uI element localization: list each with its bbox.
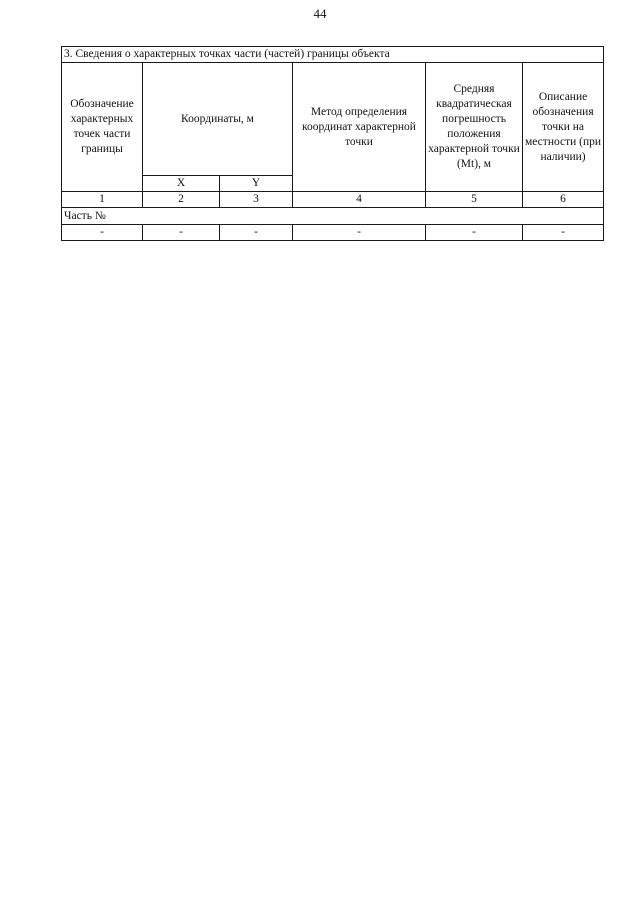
header-point-designation: Обозначение характерных точек части границы [62, 63, 143, 192]
column-number: 2 [143, 192, 220, 208]
part-label: Часть № [62, 208, 604, 225]
column-number: 1 [62, 192, 143, 208]
header-x: X [143, 176, 220, 192]
column-number: 4 [293, 192, 426, 208]
boundary-points-table [61, 46, 604, 241]
column-number: 6 [523, 192, 604, 208]
page-number: 44 [313, 6, 327, 21]
table-row [62, 225, 604, 241]
header-y: Y [220, 176, 293, 192]
column-number: 3 [220, 192, 293, 208]
header-error: Средняя квадратическая погрешность положения характерной точки (Mt), м [426, 63, 523, 192]
table-title: 3. Сведения о характерных точках части (частей) границы объекта [62, 47, 604, 63]
header-coordinates: Координаты, м [143, 63, 293, 176]
table-cell: - [220, 225, 293, 241]
header-description: Описание обозначения точки на местности (при наличии) [523, 63, 604, 192]
table-cell: - [143, 225, 220, 241]
header-method: Метод определения координат характерной точки [293, 63, 426, 192]
table-cell: - [62, 225, 143, 241]
column-number: 5 [426, 192, 523, 208]
table-cell: - [293, 225, 426, 241]
column-numbers-row [62, 192, 604, 208]
table-cell: - [426, 225, 523, 241]
table-cell: - [523, 225, 604, 241]
